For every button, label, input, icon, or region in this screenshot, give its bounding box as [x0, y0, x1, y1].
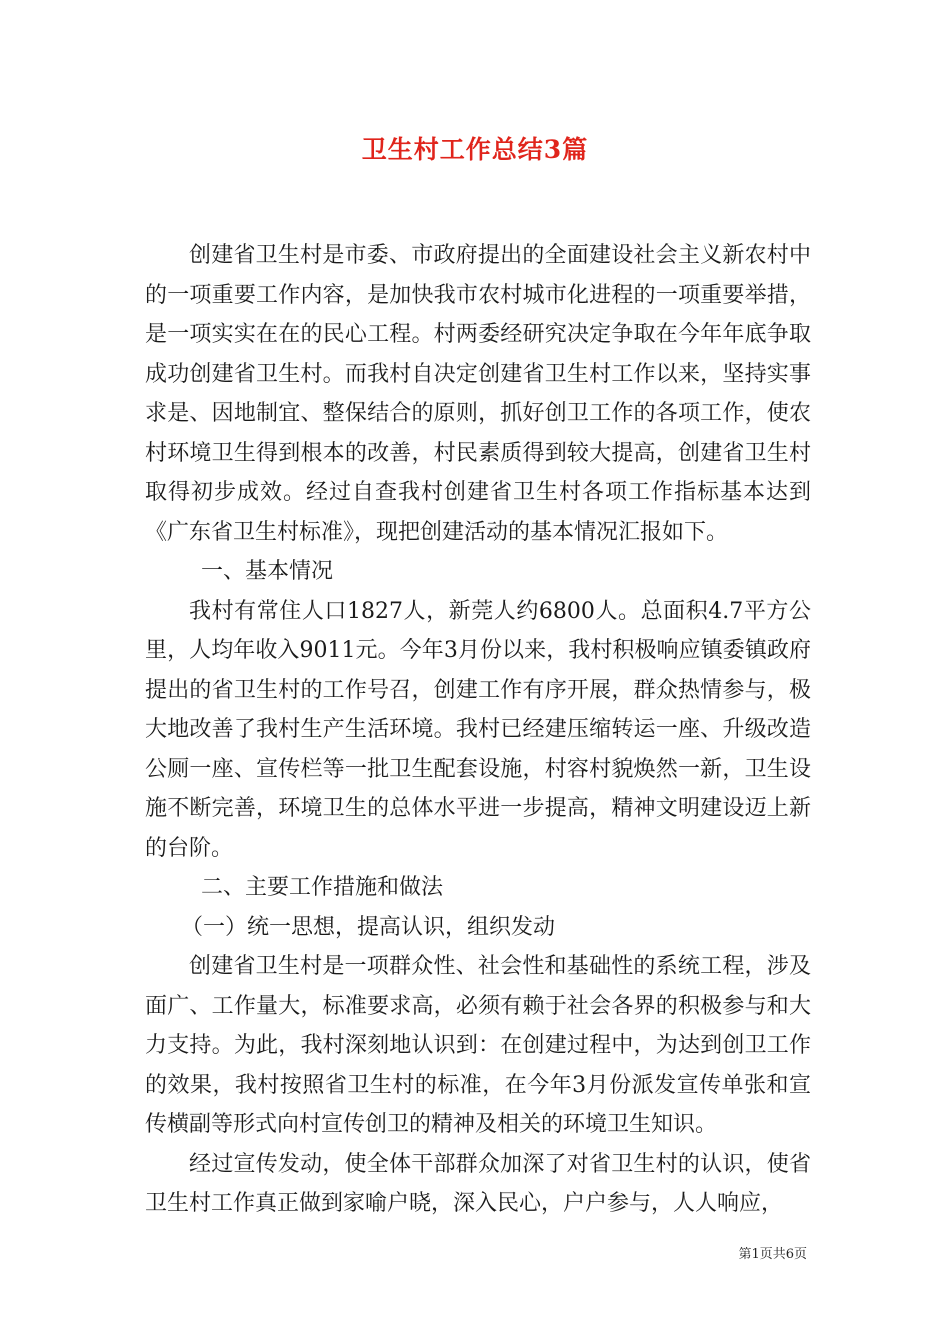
section-heading-basic-situation: 一、基本情况 — [201, 559, 334, 584]
subsection-heading-unify-thinking: （一）统一思想，提高认识，组织发动 — [181, 914, 556, 940]
intro-paragraph: 创建省卫生村是市委、市政府提出的全面建设社会主义新农村中的一项重要工作内容，是加快我市农村城市化进程的一项重要举措，是一项实实在在的民心工程。村两委经研究决定争取在今年年底争取成功创建省卫生村。而我村自决定创建省卫生村工作以来，坚持实事求是、因地制宜、整保结合的原则，抓好创卫工作的各项工作，使农村环境卫生得到根本的改善，村民素质得到较大提高，创建省卫生村取得初步成效。经过自查我村创建省卫生村各项工作指标基本达到《广东省卫生村标准》，现把创建活动的基本情况汇报如下。 — [145, 243, 811, 545]
unify-thinking-paragraph: 创建省卫生村是一项群众性、社会性和基础性的系统工程，涉及面广、工作量大，标准要求高，必须有赖于社会各界的积极参与和大力支持。为此，我村深刻地认识到：在创建过程中，为达到创卫工作的效果，我村按照省卫生村的标准，在今年3月份派发宣传单张和宣传横副等形式向村宣传创卫的精神及相关的环境卫生知识。 — [145, 954, 811, 1137]
document-title: 卫生村工作总结3篇 — [361, 135, 589, 164]
page-number: 第1页共6页 — [738, 1247, 807, 1262]
publicity-paragraph: 经过宣传发动，使全体干部群众加深了对省卫生村的认识，使省卫生村工作真正做到家喻户晓，深入民心，户户参与，人人响应， — [145, 1151, 811, 1216]
basic-situation-paragraph: 我村有常住人口1827人，新莞人约6800人。总面积4.7平方公里，人均年收入9011元。今年3月份以来，我村积极响应镇委镇政府提出的省卫生村的工作号召，创建工作有序开展，群众热情参与，极大地改善了我村生产生活环境。我村已经建压缩转运一座、升级改造公厕一座、宣传栏等一批卫生配套设施，村容村貌焕然一新，卫生设施不断完善，环境卫生的总体水平进一步提高，精神文明建设迈上新的台阶。 — [145, 598, 811, 861]
section-heading-main-measures: 二、主要工作措施和做法 — [201, 875, 444, 900]
document-body — [145, 236, 811, 1224]
